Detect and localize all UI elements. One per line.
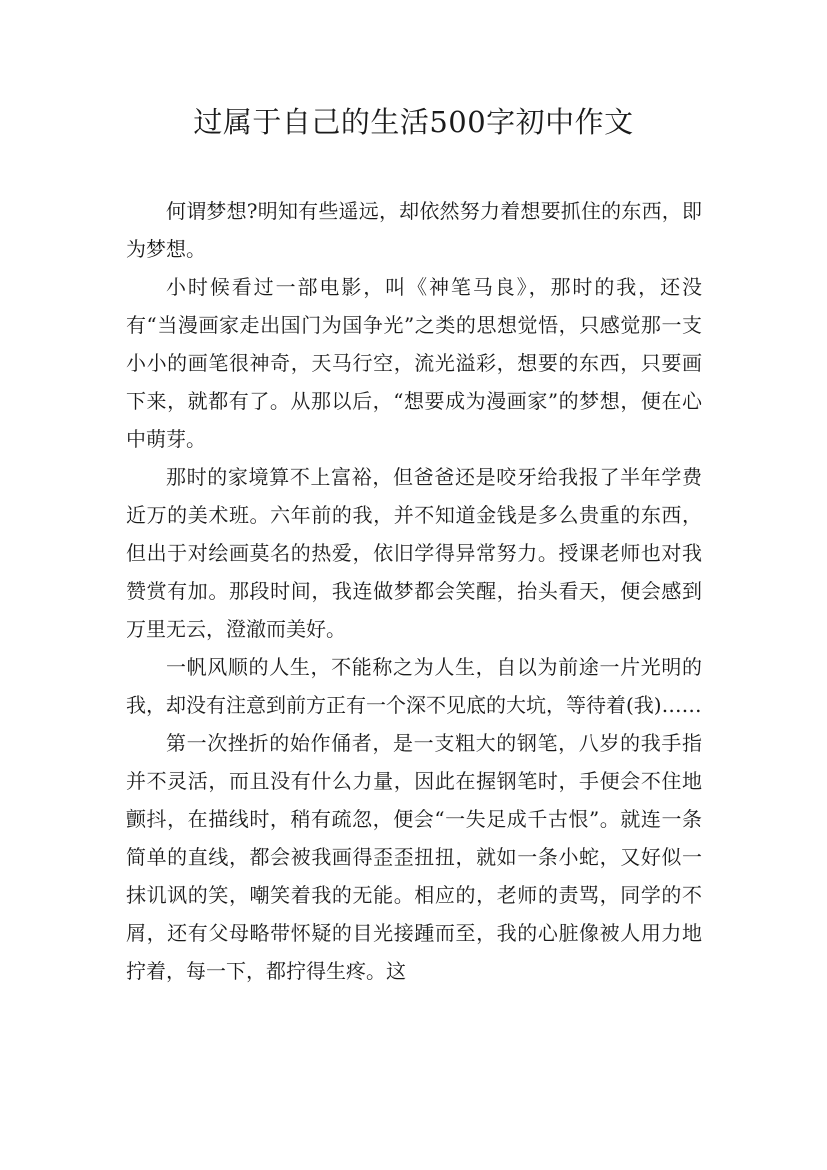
document-body xyxy=(126,192,702,990)
document-title: 过属于自己的生活500字初中作文 xyxy=(193,105,634,139)
paragraph-2: 小时候看过一部电影，叫《神笔马良》，那时的我，还没有“当漫画家走出国门为国争光”之类的思想觉悟，只感觉那一支小小的画笔很神奇，天马行空，流光溢彩，想要的东西，只要画下来，就都有了。从那以后，“想要成为漫画家”的梦想，便在心中萌芽。 xyxy=(126,275,702,451)
paragraph-1: 何谓梦想?明知有些遥远，却依然努力着想要抓住的东西，即为梦想。 xyxy=(126,199,702,261)
paragraph-5: 第一次挫折的始作俑者，是一支粗大的钢笔，八岁的我手指并不灵活，而且没有什么力量，因此在握钢笔时，手便会不住地颤抖，在描线时，稍有疏忽，便会“一失足成千古恨”。就连一条简单的直线，都会被我画得歪歪扭扭，就如一条小蛇，又好似一抹讥讽的笑，嘲笑着我的无能。相应的，老师的责骂，同学的不屑，还有父母略带怀疑的目光接踵而至，我的心脏像被人用力地拧着，每一下，都拧得生疼。这 xyxy=(126,731,702,983)
paragraph-3: 那时的家境算不上富裕，但爸爸还是咬牙给我报了半年学费近万的美术班。六年前的我，并不知道金钱是多么贵重的东西，但出于对绘画莫名的热爱，依旧学得异常努力。授课老师也对我赞赏有加。那段时间，我连做梦都会笑醒，抬头看天，便会感到万里无云，澄澈而美好。 xyxy=(126,465,702,641)
paragraph-4: 一帆风顺的人生，不能称之为人生，自以为前途一片光明的我，却没有注意到前方正有一个深不见底的大坑，等待着(我)…… xyxy=(126,655,702,717)
